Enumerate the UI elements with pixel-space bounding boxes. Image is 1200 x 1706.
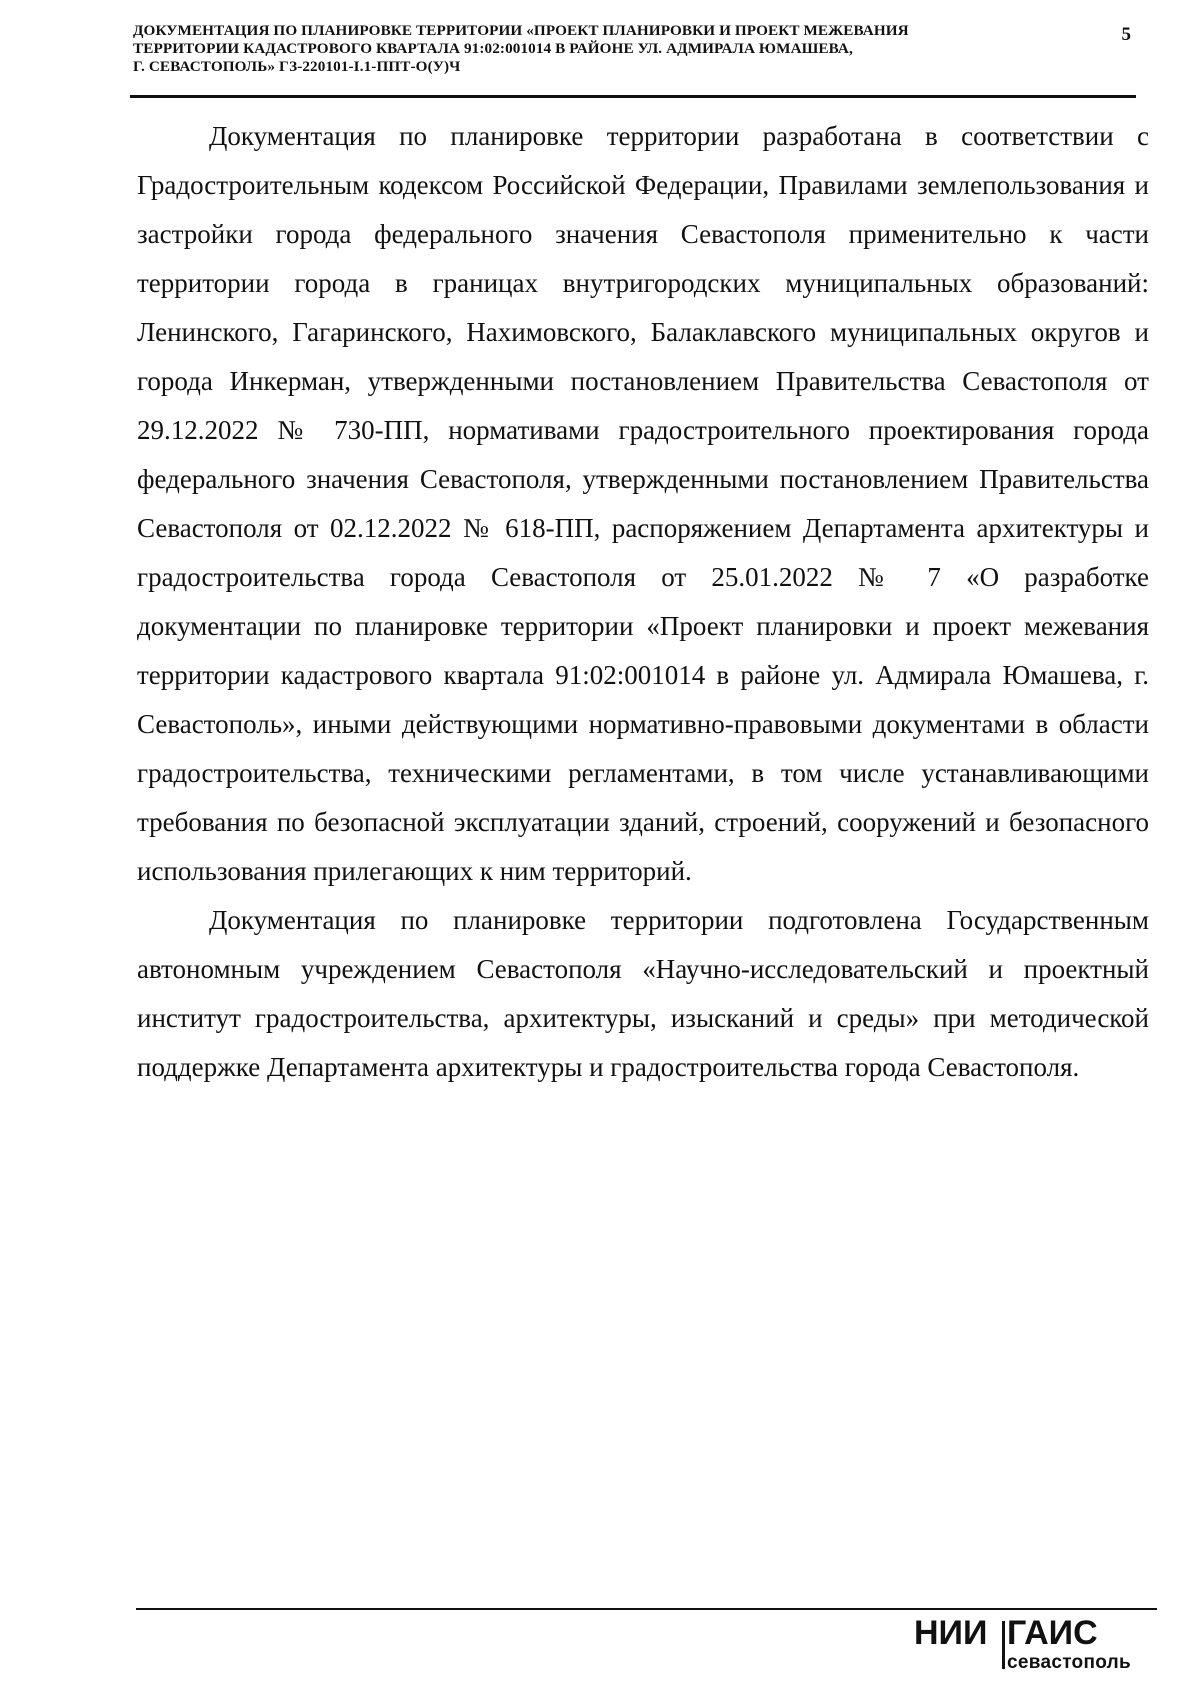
body-paragraph-1: Документация по планировке территории разработана в соответствии с Градостроительным кодексом Российской Федерации, Правилами землепользования и застройки города федерального значения Севастополя применительно к части территории города в границах внутригородских муниципальных образований: Ленинского, Гагаринского, Нахимовского, Балаклавского муниципальных округов и города Инкерман, утвержденными постановлением Правительства Севастополя от 29.12.2022 № 730-ПП, нормативами градостроительного проектирования города федерального значения Севастополя, утвержденными постановлением Правительства Севастополя от 02.12.2022 № 618-ПП, распоряжением Департамента архитектуры и градостроительства города Севастополя от 25.01.2022 № 7 «О разработке документации по планировке территории «Проект планировки и проект межевания территории кадастрового квартала 91:02:001014 в районе ул. Адмирала Юмашева, г. Севастополь», иными действующими нормативно-правовыми документами в области градостроительства, техническими регламентами, в том числе устанавливающими требования по безопасной эксплуатации зданий, строений, сооружений и безопасного использования прилегающих к ним территорий. (137, 121, 1149, 886)
document-title-line-3: Г. СЕВАСТОПОЛЬ» ГЗ-220101-I.1-ППТ-О(У)Ч (133, 58, 461, 75)
document-title (133, 22, 1083, 76)
logo-text-gais: ГАИС (1007, 1614, 1098, 1652)
document-title-line-2: ТЕРРИТОРИИ КАДАСТРОВОГО КВАРТАЛА 91:02:001014 В РАЙОНЕ УЛ. АДМИРАЛА ЮМАШЕВА, (133, 40, 853, 57)
page-number: 5 (1121, 24, 1131, 45)
document-body (137, 112, 1149, 1092)
footer-divider (136, 1608, 1157, 1610)
logo-text-nii: НИИ (914, 1614, 988, 1652)
niigais-logo (914, 1612, 1154, 1692)
document-title-line-1: ДОКУМЕНТАЦИЯ ПО ПЛАНИРОВКЕ ТЕРРИТОРИИ «ПРОЕКТ ПЛАНИРОВКИ И ПРОЕКТ МЕЖЕВАНИЯ (133, 22, 909, 39)
logo-text-city: севастополь (1007, 1652, 1132, 1673)
logo-divider (1002, 1621, 1005, 1669)
page-header (133, 22, 1135, 76)
body-paragraph-2: Документация по планировке территории подготовлена Государственным автономным учреждением Севастополя «Научно-исследовательский и проектный институт градостроительства, архитектуры, изысканий и среды» при методической поддержке Департамента архитектуры и градостроительства города Севастополя. (137, 905, 1149, 1082)
header-divider (130, 95, 1136, 98)
